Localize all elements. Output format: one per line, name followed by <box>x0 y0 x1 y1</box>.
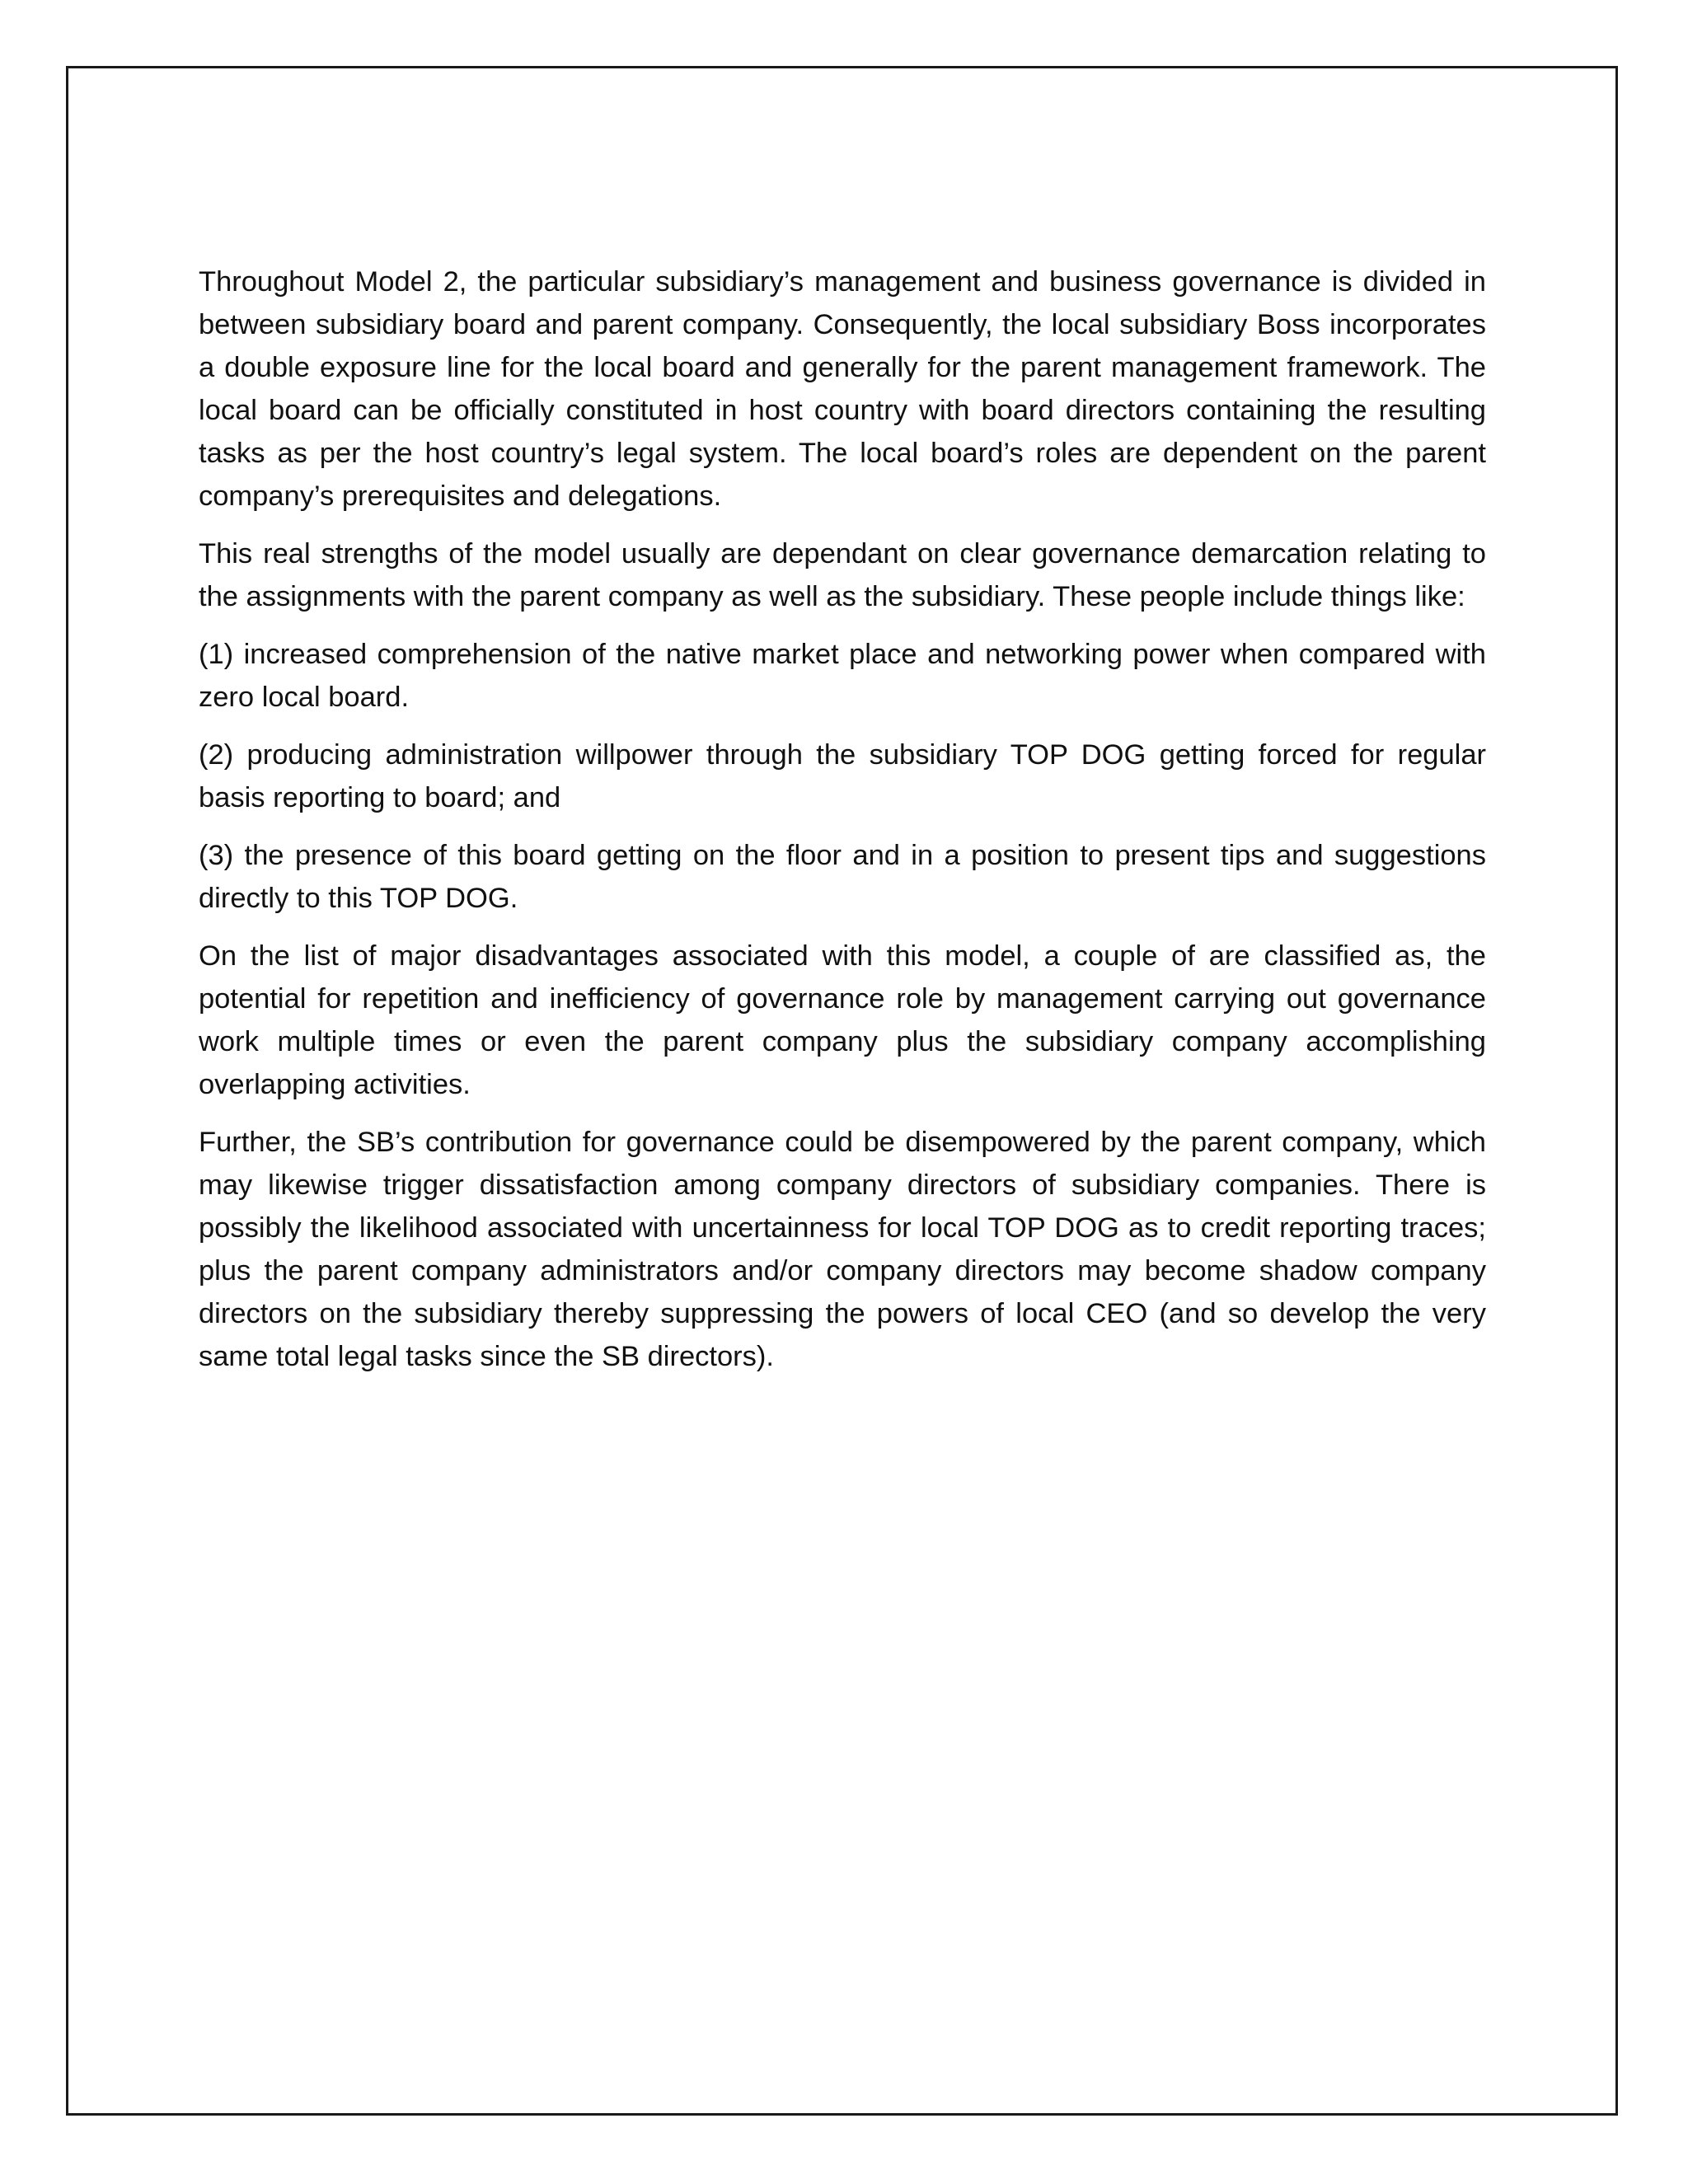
paragraph-disadvantages: On the list of major disadvantages associated with this model, a couple of are classified as, the potential for repetition and inefficiency of governance role by management carrying out governance work multiple times or even the parent company plus the subsidiary company accomplishing overlapping activities. <box>199 940 1486 1100</box>
paragraph-strength-2: (2) producing administration willpower through the subsidiary TOP DOG getting forced for regular basis reporting to board; and <box>199 739 1486 813</box>
document-body <box>199 260 1486 1393</box>
paragraph-strength-3: (3) the presence of this board getting on the floor and in a position to present tips and suggestions directly to this TOP DOG. <box>199 840 1486 914</box>
paragraph-model-2-overview: Throughout Model 2, the particular subsidiary’s management and business governance is divided in between subsidiary board and parent company. Consequently, the local subsidiary Boss incorporates a double exposure line for the local board and generally for the parent management framework. The local board can be officially constituted in host country with board directors containing the resulting tasks as per the host country’s legal system. The local board’s roles are dependent on the parent company’s prerequisites and delegations. <box>199 266 1486 512</box>
paragraph-further-disadvantages: Further, the SB’s contribution for governance could be disempowered by the parent company, which may likewise trigger dissatisfaction among company directors of subsidiary companies. There is possibly the likelihood associated with uncertainness for local TOP DOG as to credit reporting traces; plus the parent company administrators and/or company directors may become shadow company directors on the subsidiary thereby suppressing the powers of local CEO (and so develop the very same total legal tasks since the SB directors). <box>199 1127 1486 1372</box>
paragraph-strengths-intro: This real strengths of the model usually are dependant on clear governance demarcation relating to the assignments with the parent company as well as the subsidiary. These people include things like: <box>199 538 1486 612</box>
paragraph-strength-1: (1) increased comprehension of the native market place and networking power when compared with zero local board. <box>199 639 1486 713</box>
